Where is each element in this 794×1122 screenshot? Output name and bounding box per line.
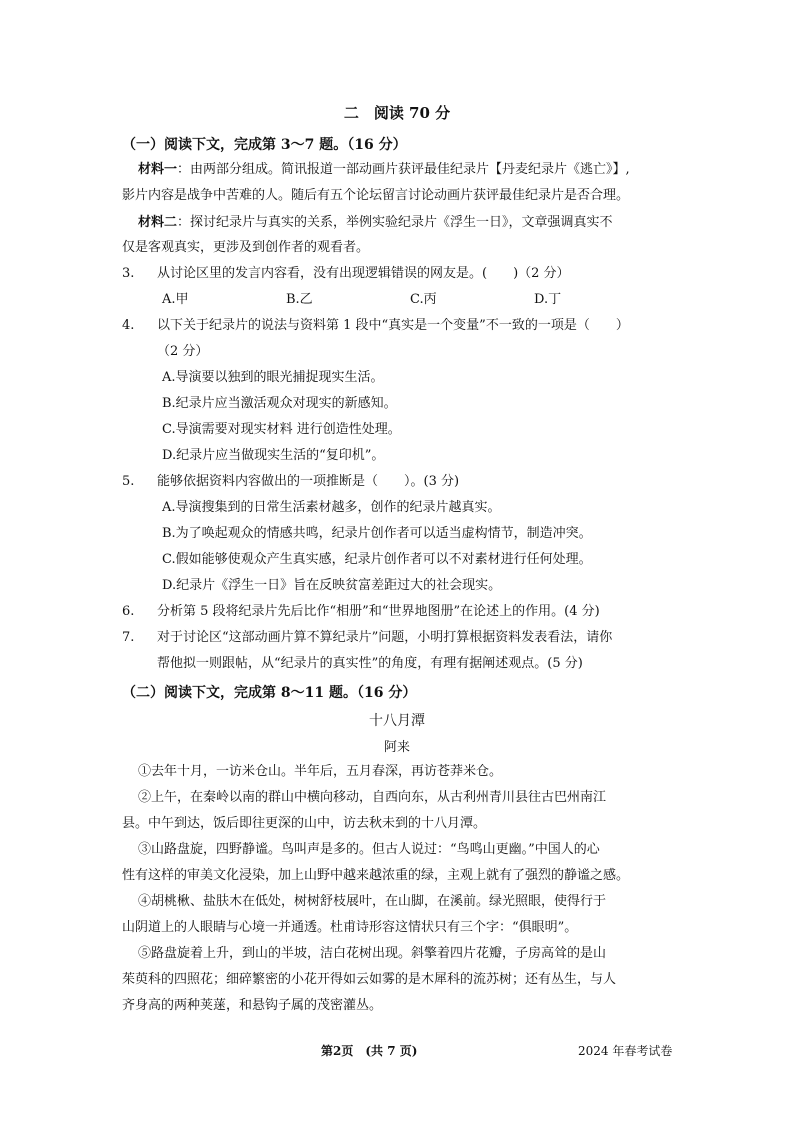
paragraph-2-line2: 县。中午到达，饭后即往更深的山中，访去秋未到的十八月潭。	[122, 816, 487, 831]
q4-text: 以下关于纪录片的说法与资料第 1 段中“真实是一个变量”不一致的一项是（ ）	[157, 318, 629, 333]
q5-text: 能够依据资料内容做出的一项推断是（ ）。(3 分)	[157, 474, 460, 489]
q4-option-b: B.纪录片应当激活观众对现实的新感知。	[162, 396, 397, 411]
q4-number: 4.	[122, 318, 135, 333]
part1-heading: （一）阅读下文，完成第 3～7 题。（16 分）	[122, 137, 407, 153]
article-author: 阿来	[383, 740, 410, 755]
q5-option-a: A.导演搜集到的日常生活素材越多，创作的纪录片越真实。	[162, 500, 501, 515]
paragraph-4-line2: 山阴道上的人眼睛与心境一并通透。杜甫诗形容这情状只有三个字：“俱眼明”。	[122, 920, 578, 935]
q3-option-b: B.乙	[286, 292, 313, 307]
q4-option-c: C.导演需要对现实材料 进行创造性处理。	[162, 422, 401, 437]
material1-line2: 影片内容是战争中苦难的人。随后有五个论坛留言讨论动画片获评最佳纪录片是否合理。	[122, 188, 630, 203]
article-title: 十八月潭	[369, 713, 425, 729]
q3-option-c: C.丙	[410, 292, 437, 307]
q7-text-line2: 帮他拟一则跟帖，从“纪录片的真实性”的角度，有理有据阐述观点。(5 分)	[157, 656, 583, 671]
paragraph-1: ①去年十月，一访米仓山。半年后，五月春深，再访苍莽米仓。	[138, 764, 503, 779]
q7-number: 7.	[122, 630, 135, 645]
q4-option-d: D.纪录片应当做现实生活的“复印机”。	[162, 448, 385, 463]
q7-text-line1: 对于讨论区“这部动画片算不算纪录片”问题，小明打算根据资料发表看法，请你	[157, 630, 613, 645]
q4-score: （2 分）	[157, 344, 209, 359]
q6-text: 分析第 5 段将纪录片先后比作“相册”和“世界地图册”在论述上的作用。(4 分)	[157, 604, 600, 619]
paragraph-2-line1: ②上午，在秦岭以南的群山中横向移动，自西向东，从古利州青川县往古巴州南江	[138, 790, 607, 805]
q5-option-c: C.假如能够使观众产生真实感，纪录片创作者可以不对素材进行任何处理。	[162, 552, 592, 567]
material2-line1	[138, 213, 613, 233]
exam-label: 2024 年春考试卷	[578, 1044, 673, 1058]
paragraph-5-line3: 齐身高的两种荚蒾，和悬钩子属的茂密灌丛。	[122, 998, 383, 1013]
part2-heading: （二）阅读下文，完成第 8～11 题。（16 分）	[122, 685, 417, 701]
material1-line1	[138, 160, 630, 180]
paragraph-5-line1: ⑤路盘旋着上升，到山的半坡，洁白花树出现。斜擎着四片花瓣，子房高耸的是山	[138, 946, 607, 961]
material2-label: 材料二	[138, 215, 178, 230]
q3-text: 从讨论区里的发言内容看，没有出现逻辑错误的网友是。( )（2 分）	[157, 266, 570, 281]
q3-number: 3.	[122, 266, 135, 281]
paragraph-5-line2: 茱萸科的四照花；细碎繁密的小花开得如云如雾的是木犀科的流苏树；还有丛生，与人	[122, 972, 617, 987]
page-number: 第2页 (共 7 页)	[321, 1044, 418, 1058]
paragraph-4-line1: ④胡桃楸、盐肤木在低处，树树舒枝展叶，在山脚，在溪前。绿光照眼，使得行于	[138, 894, 607, 909]
material2-line2: 仅是客观真实，更涉及到创作者的观看者。	[122, 240, 370, 255]
material1-text: ：由两部分组成。简讯报道一部动画片获评最佳纪录片【丹麦纪录片《逃亡》】,	[177, 162, 630, 177]
q5-option-b: B.为了唤起观众的情感共鸣，纪录片创作者可以适当虚构情节，制造冲突。	[162, 526, 592, 541]
q3-option-d: D.丁	[534, 292, 562, 307]
q6-number: 6.	[122, 604, 135, 619]
section-heading: 二 阅读 70 分	[343, 104, 451, 122]
material2-text: ：探讨纪录片与真实的关系，举例实验纪录片《浮生一日》，文章强调真实不	[177, 215, 613, 230]
paragraph-3-line2: 性有这样的审美文化浸染，加上山野中越来越浓重的绿，主观上就有了强烈的静谧之感。	[122, 868, 630, 883]
q5-number: 5.	[122, 474, 135, 489]
paragraph-3-line1: ③山路盘旋，四野静谧。鸟叫声是多的。但古人说过：“鸟鸣山更幽。”中国人的心	[138, 842, 600, 857]
q3-option-a: A.甲	[162, 292, 189, 307]
material1-label: 材料一	[138, 162, 178, 177]
q4-option-a: A.导演要以独到的眼光捕捉现实生活。	[162, 370, 384, 385]
q5-option-d: D.纪录片《浮生一日》旨在反映贫富差距过大的社会现实。	[162, 578, 502, 593]
